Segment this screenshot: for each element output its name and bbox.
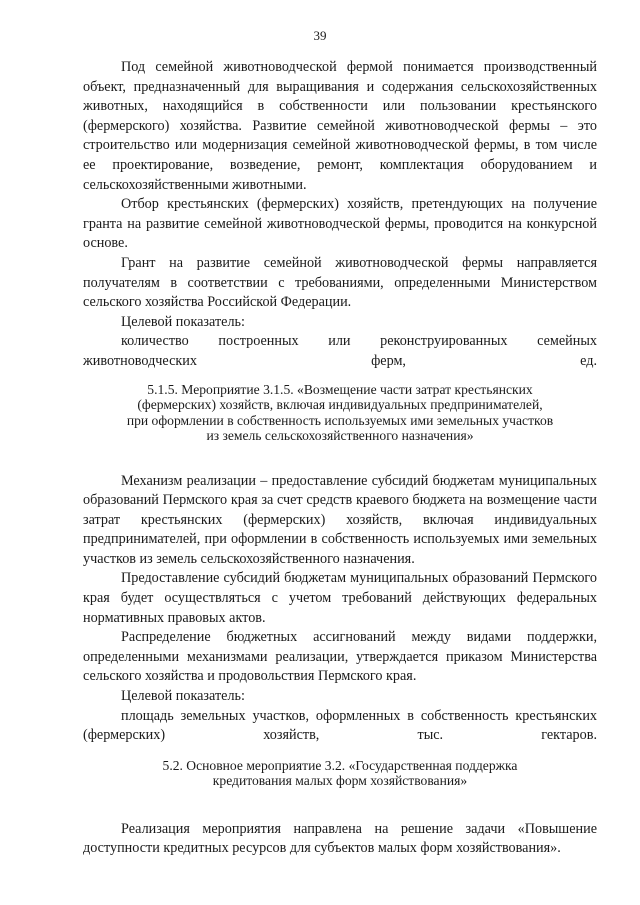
heading-line: (фермерских) хозяйств, включая индивидуальных предпринимателей, (137, 397, 543, 412)
paragraph-target-indicator-label: Целевой показатель: (121, 688, 245, 705)
heading-line: кредитования малых форм хозяйствования» (212, 773, 468, 789)
document-body (83, 58, 597, 859)
paragraph-implementation-mechanism: Механизм реализации – предоставление субсидий бюджетам муниципальных образований Пермского края за счет средств краевого бюджета на возмещение части затрат крестьянских (фермерских) хозяйств, включая индивидуальных предпринимателей, при оформлении в собственность используемых ими земельных участков из земель сельскохозяйственного назначения. (83, 472, 597, 567)
paragraph-grant-recipients: Грант на развитие семейной животноводческой фермы направляется получателям в соответствии с требованиями, определенными Министерством сельского хозяйства Российской Федерации. (83, 254, 597, 311)
section-heading-5-2 (83, 758, 597, 789)
section-heading-5-1-5 (83, 382, 597, 444)
heading-line: 5.2. Основное мероприятие 3.2. «Государственная поддержка (162, 757, 518, 773)
paragraph-subsidy-provision: Предоставление субсидий бюджетам муниципальных образований Пермского края будет осуществляться с учетом требований действующих федеральных нормативных правовых актов. (83, 570, 597, 626)
page-number: 39 (313, 28, 327, 43)
heading-line: из земель сельскохозяйственного назначения» (206, 428, 474, 443)
paragraph-family-farm-definition: Под семейной животноводческой фермой понимается производственный объект, предназначенный для выращивания и содержания сельскохозяйственных животных, находящийся в собственности или пользовании крестьянского (фермерского) хозяйства. Развитие семейной животноводческой фермы – это строительство или модернизация семейной животноводческой фермы, в том числе ее проектирование, возведение, ремонт, комплектация оборудованием и сельскохозяйственными животными. (83, 59, 597, 193)
heading-line: 5.1.5. Мероприятие 3.1.5. «Возмещение части затрат крестьянских (147, 381, 533, 397)
heading-line: при оформлении в собственность используемых ими земельных участков (126, 412, 554, 428)
paragraph-target-indicator-farms: количество построенных или реконструированных семейных животноводческих ферм, ед. (83, 333, 597, 369)
paragraph-budget-distribution: Распределение бюджетных ассигнований между видами поддержки, определенными механизмами реализации, утверждается приказом Министерства сельского хозяйства и продовольствия Пермского края. (83, 629, 597, 685)
paragraph-farm-selection: Отбор крестьянских (фермерских) хозяйств, претендующих на получение гранта на развитие семейной животноводческой фермы, проводится на конкурсной основе. (83, 196, 597, 252)
paragraph-target-indicator-land: площадь земельных участков, оформленных в собственность крестьянских (фермерских) хозяйств, тыс. гектаров. (83, 707, 597, 744)
paragraph-credit-access: Реализация мероприятия направлена на решение задачи «Повышение доступности кредитных ресурсов для субъектов малых форм хозяйствования». (83, 820, 597, 857)
paragraph-target-indicator-label: Целевой показатель: (121, 313, 245, 330)
